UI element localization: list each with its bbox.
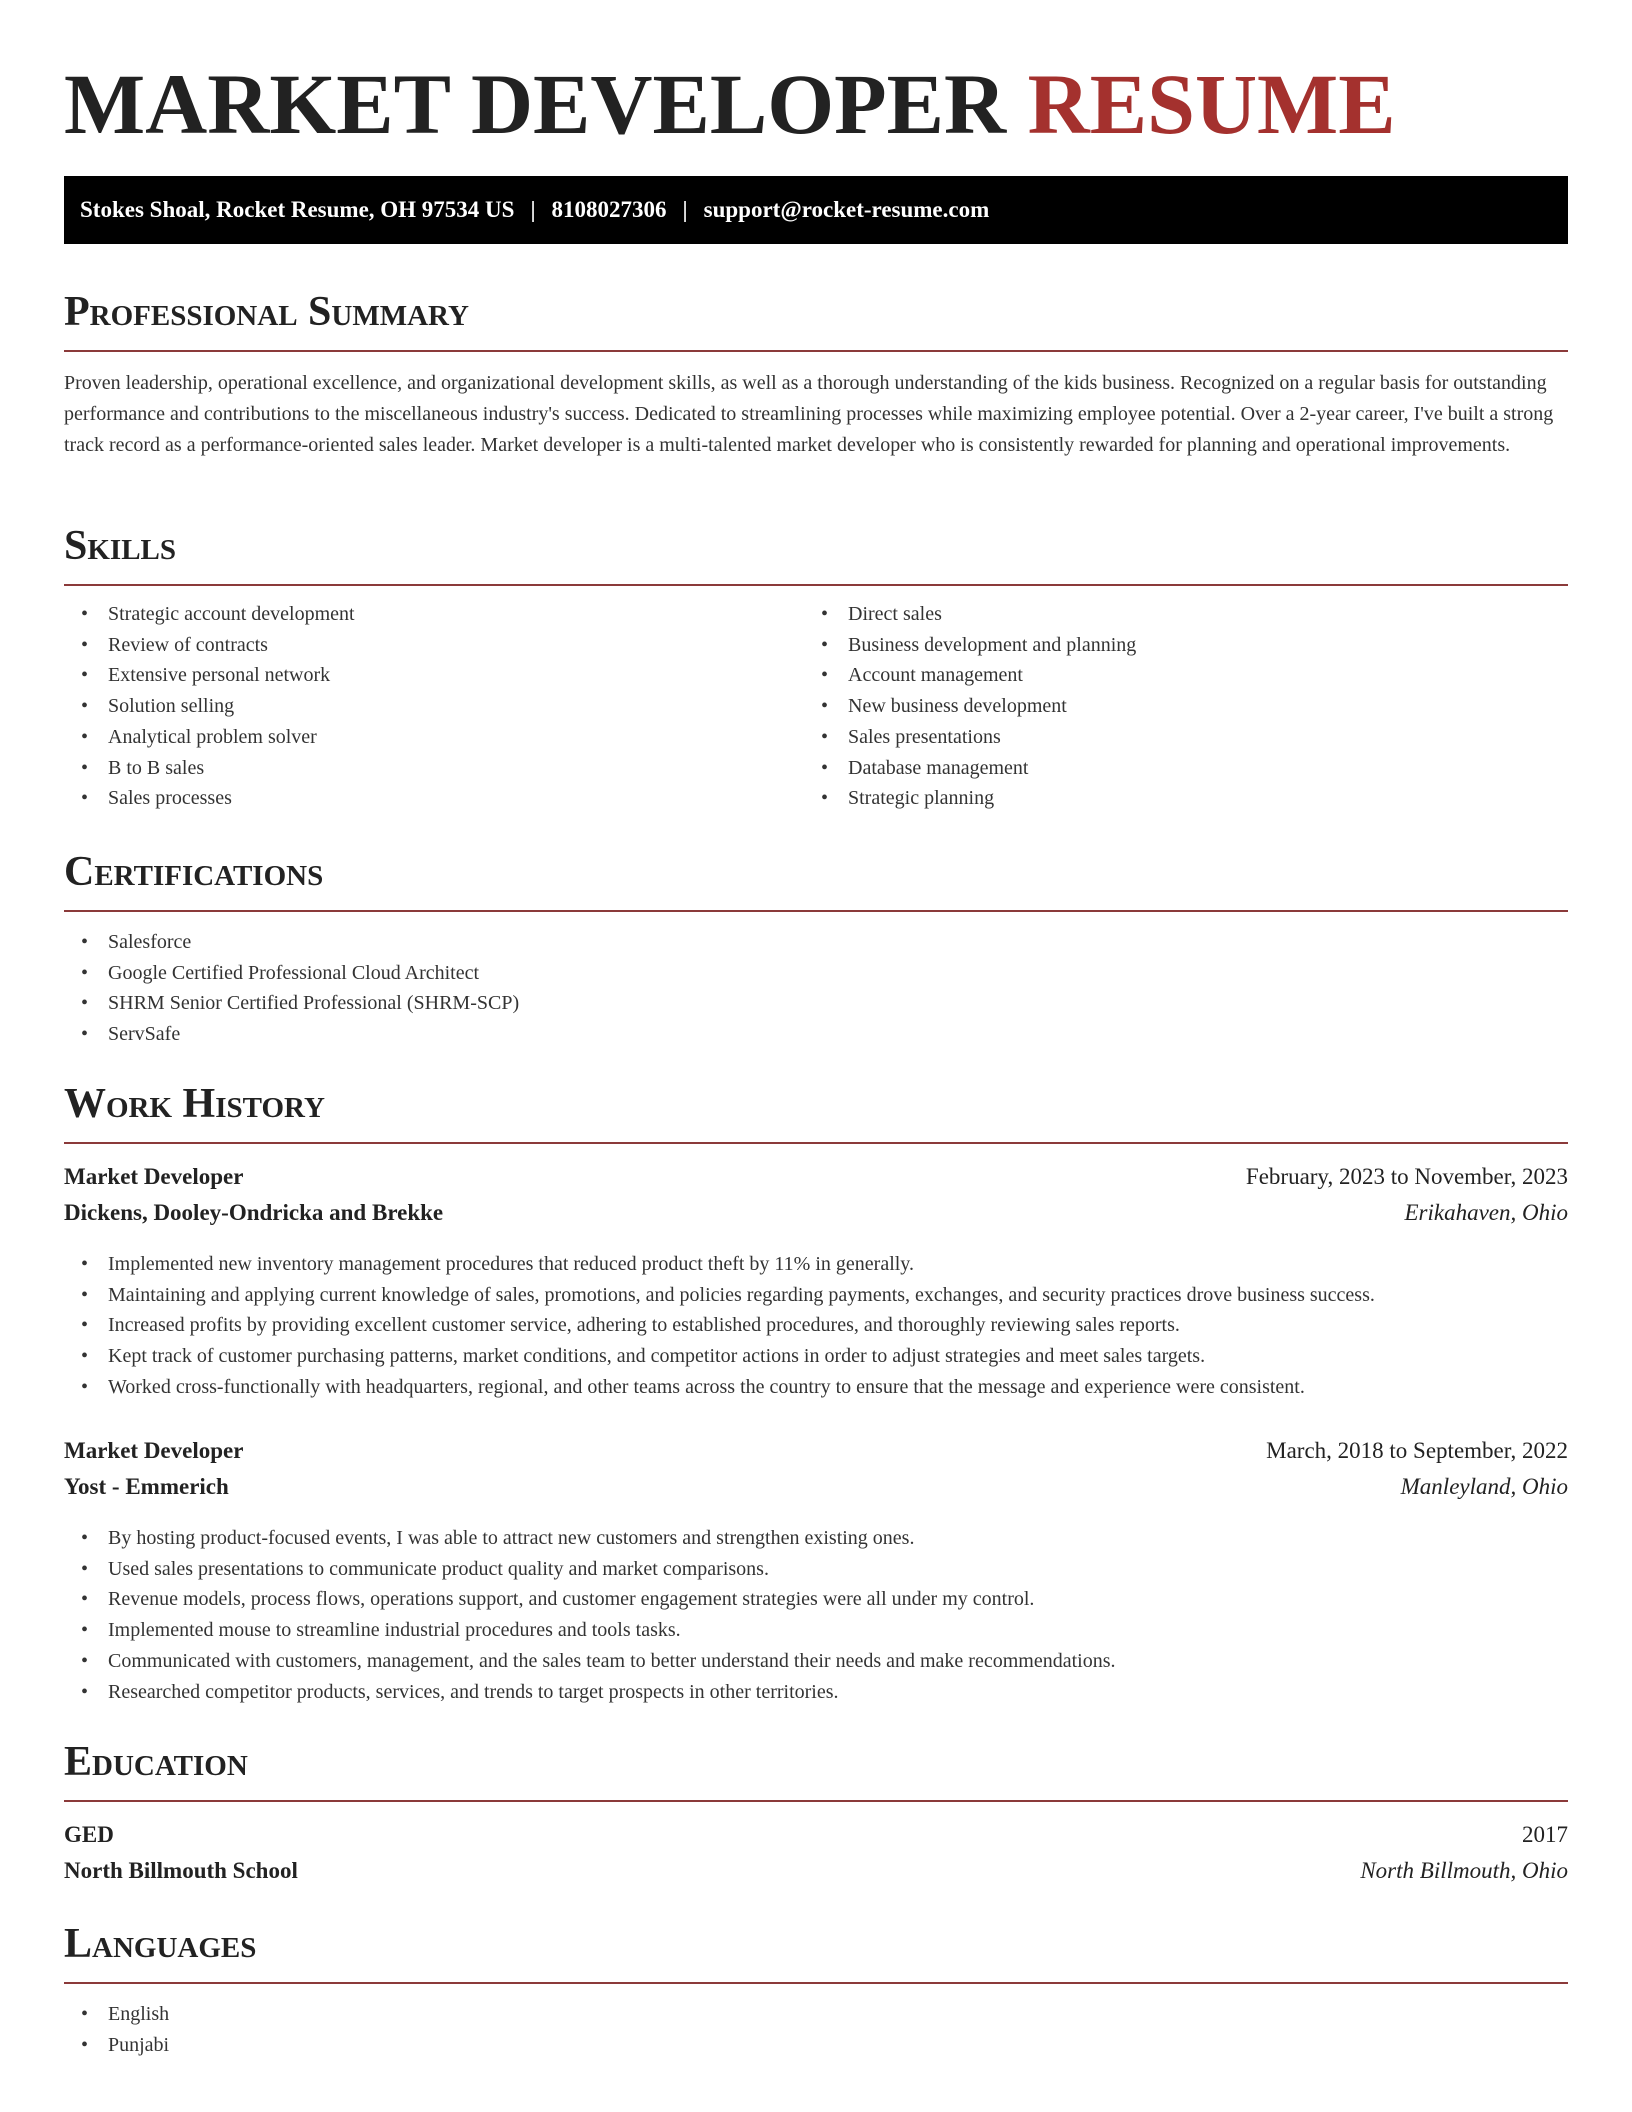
contact-separator: | (682, 197, 688, 222)
certification-item: • Salesforce (64, 927, 1568, 958)
skill-item: • Analytical problem solver (64, 722, 804, 753)
contact-phone: 8108027306 (551, 197, 667, 222)
education-school: North Billmouth School (64, 1858, 298, 1883)
job-1-company: Dickens, Dooley-Ondricka and Brekke (64, 1200, 444, 1225)
certification-item: • ServSafe (64, 1019, 1568, 1050)
job-1-bullets (64, 1249, 1568, 1403)
summary-text: Proven leadership, operational excellence, and organizational development skills, as well as a thorough understanding of the kids business. Recognized on a regular basis for outstanding performance and contributions to the miscellaneous industry's success. Dedicated to streamlining processes while maximizing employee potential. Over a 2-year career, I've built a strong track record as a performance-oriented sales leader. Market developer is a multi-talented market developer who is consistently rewarded for planning and operational improvements. (64, 372, 1554, 456)
skills-heading: Skills (64, 523, 177, 569)
job-1-location: Erikahaven, Ohio (1404, 1200, 1568, 1225)
job-2-dates: March, 2018 to September, 2022 (1266, 1438, 1568, 1463)
certifications-divider (64, 910, 1568, 912)
languages-heading: Languages (64, 1921, 257, 1967)
skill-item: • Account management (804, 660, 1568, 691)
languages-list (64, 1999, 1568, 2060)
contact-separator: | (530, 197, 536, 222)
language-item: • Punjabi (64, 2030, 1568, 2061)
certifications-list (64, 927, 1568, 1050)
skill-item: • Strategic account development (64, 599, 804, 630)
skills-list-left (64, 599, 804, 814)
job-bullet: • Kept track of customer purchasing patterns, market conditions, and competitor actions in order to adjust strategies and meet sales targets. (64, 1341, 1568, 1372)
certification-item: • Google Certified Professional Cloud Architect (64, 958, 1568, 989)
job-2-location: Manleyland, Ohio (1400, 1474, 1568, 1499)
skill-item: • Review of contracts (64, 630, 804, 661)
skill-item: • B to B sales (64, 753, 804, 784)
skill-item: • Direct sales (804, 599, 1568, 630)
education-divider (64, 1800, 1568, 1802)
job-bullet: • Communicated with customers, management, and the sales team to better understand their needs and make recommendations. (64, 1646, 1568, 1677)
job-bullet: • Revenue models, process flows, operations support, and customer engagement strategies were all under my control. (64, 1584, 1568, 1615)
work-history-heading: Work History (64, 1081, 325, 1127)
resume-title-accent: RESUME (1027, 56, 1396, 152)
language-item: • English (64, 1999, 1568, 2030)
skills-list-right (804, 599, 1568, 814)
resume-title-main: MARKET DEVELOPER (64, 56, 1007, 152)
education-subheader (64, 1858, 1568, 1884)
skill-item: • Extensive personal network (64, 660, 804, 691)
education-heading: Education (64, 1739, 248, 1785)
job-1-subheader (64, 1200, 1568, 1226)
education-header (64, 1822, 1568, 1848)
job-bullet: • Used sales presentations to communicate product quality and market comparisons. (64, 1554, 1568, 1585)
job-bullet: • Worked cross-functionally with headquarters, regional, and other teams across the country to ensure that the message and experience were consistent. (64, 1372, 1568, 1403)
skills-divider (64, 584, 1568, 586)
skill-item: • Sales processes (64, 783, 804, 814)
education-degree: GED (64, 1822, 114, 1847)
skill-item: • Business development and planning (804, 630, 1568, 661)
education-year: 2017 (1522, 1822, 1568, 1847)
job-1-dates: February, 2023 to November, 2023 (1245, 1164, 1568, 1189)
job-1-role: Market Developer (64, 1164, 244, 1189)
job-2-role: Market Developer (64, 1438, 244, 1463)
job-bullet: • By hosting product-focused events, I was able to attract new customers and strengthen existing ones. (64, 1523, 1568, 1554)
certifications-heading: Certifications (64, 849, 324, 895)
job-bullet: • Researched competitor products, services, and trends to target prospects in other territories. (64, 1677, 1568, 1708)
job-2-header (64, 1438, 1568, 1464)
job-1-header (64, 1164, 1568, 1190)
summary-divider (64, 350, 1568, 352)
skill-item: • Strategic planning (804, 783, 1568, 814)
job-2-subheader (64, 1474, 1568, 1500)
job-bullet: • Implemented new inventory management procedures that reduced product theft by 11% in generally. (64, 1249, 1568, 1280)
contact-address: Stokes Shoal, Rocket Resume, OH 97534 US (80, 197, 515, 222)
job-2-bullets (64, 1523, 1568, 1707)
certification-item: • SHRM Senior Certified Professional (SHRM-SCP) (64, 988, 1568, 1019)
skill-item: • Solution selling (64, 691, 804, 722)
skill-item: • New business development (804, 691, 1568, 722)
education-location: North Billmouth, Ohio (1360, 1858, 1568, 1883)
summary-heading: Professional Summary (64, 289, 469, 335)
contact-email: support@rocket-resume.com (703, 197, 990, 222)
job-bullet: • Implemented mouse to streamline industrial procedures and tools tasks. (64, 1615, 1568, 1646)
contact-bar (64, 176, 1568, 244)
languages-divider (64, 1982, 1568, 1984)
skill-item: • Database management (804, 753, 1568, 784)
work-history-divider (64, 1142, 1568, 1144)
job-2-company: Yost - Emmerich (64, 1474, 229, 1499)
skill-item: • Sales presentations (804, 722, 1568, 753)
job-bullet: • Maintaining and applying current knowledge of sales, promotions, and policies regarding payments, exchanges, and security practices drove business success. (64, 1280, 1568, 1311)
job-bullet: • Increased profits by providing excellent customer service, adhering to established procedures, and thoroughly reviewing sales reports. (64, 1310, 1568, 1341)
resume-title (64, 56, 1396, 152)
